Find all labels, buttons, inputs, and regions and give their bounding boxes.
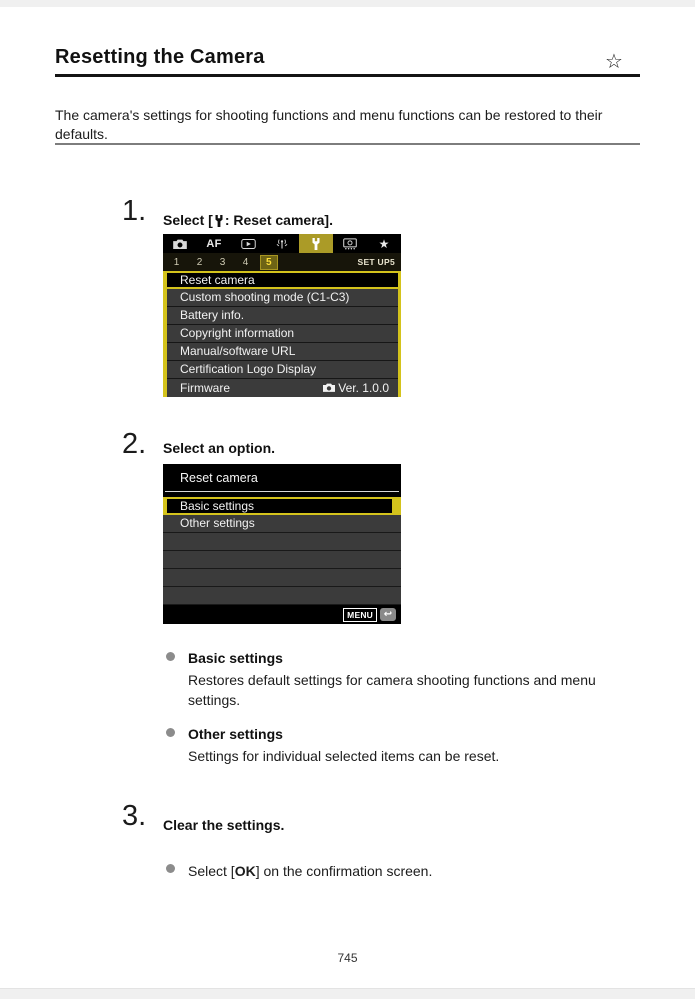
menu-item-battery-info: Battery info. (163, 307, 401, 325)
bullet-icon (166, 864, 175, 873)
shooting-tab-icon (163, 234, 197, 253)
selection-edge-bar-left (163, 271, 167, 397)
other-settings-title: Other settings (188, 726, 283, 742)
title-rule (55, 74, 640, 77)
ok-instruction: Select [OK] on the confirmation screen. (188, 863, 433, 879)
page-2: 2 (196, 256, 203, 268)
intro-rule (55, 143, 640, 145)
menu-item-custom-shooting-mode: Custom shooting mode (C1-C3) (163, 289, 401, 307)
step-1-number: 1. (122, 195, 147, 227)
other-settings-body: Settings for individual selected items can be reset. (188, 748, 500, 764)
page-title: Resetting the Camera (55, 46, 265, 68)
camera-menu-screenshot-reset (163, 464, 401, 624)
menu-item-copyright-information: Copyright information (163, 325, 401, 343)
star-outline-icon: ☆ (605, 51, 623, 73)
setup-wrench-icon (214, 214, 224, 230)
menu-button-label: MENU (343, 608, 377, 622)
custom-menu-tab-icon (333, 234, 367, 253)
page-1: 1 (173, 256, 180, 268)
option-other-settings: Other settings (163, 515, 401, 533)
camera-icon (323, 380, 335, 397)
empty-row (163, 569, 401, 587)
menu-page-bar (163, 253, 401, 271)
page-number: 745 (337, 951, 358, 965)
bottom-margin-strip (0, 988, 695, 999)
step-2-heading: Select an option. (163, 440, 276, 456)
top-margin-strip (0, 0, 695, 7)
screen-title: Reset camera (180, 471, 258, 485)
bullet-icon (166, 652, 175, 661)
empty-row (163, 551, 401, 569)
menu-tab-bar (163, 234, 401, 253)
menu-item-firmware: Firmware Ver. 1.0.0 (163, 379, 401, 397)
af-tab: AF (206, 237, 222, 250)
step-3-number: 3. (122, 800, 147, 832)
camera-menu-screenshot-setup (163, 234, 401, 397)
menu-item-manual-software-url: Manual/software URL (163, 343, 401, 361)
selection-edge-bar-right (398, 271, 401, 397)
ok-label: OK (234, 863, 256, 879)
playback-tab-icon (231, 234, 265, 253)
screen-bottom-bar (163, 605, 401, 624)
wireless-tab-icon (265, 234, 299, 253)
setup-menu-list (163, 271, 401, 397)
option-basic-settings: Basic settings (163, 497, 401, 515)
selection-stub-right (392, 497, 401, 515)
page-group-label: SET UP5 (357, 257, 395, 267)
empty-row (163, 533, 401, 551)
menu-item-certification-logo: Certification Logo Display (163, 361, 401, 379)
page-5-selected: 5 (260, 255, 278, 270)
setup-tab-icon-selected (299, 234, 333, 253)
empty-row (163, 587, 401, 605)
intro-text: The camera's settings for shooting functions and menu functions can be restored to their defaults. (55, 107, 603, 142)
basic-settings-body: Restores default settings for camera shooting functions and menu settings. (188, 672, 596, 708)
selection-stub-left (163, 497, 167, 515)
page-3: 3 (219, 256, 226, 268)
my-menu-tab: ★ (378, 236, 390, 251)
step-3-heading: Clear the settings. (163, 817, 285, 833)
back-arrow-icon: ↩ (380, 608, 396, 621)
screen-title-underline (165, 491, 399, 492)
firmware-version: Ver. 1.0.0 (322, 380, 389, 397)
page-4: 4 (242, 256, 249, 268)
step-2-number: 2. (122, 428, 147, 460)
menu-item-reset-camera: Reset camera (163, 271, 401, 289)
basic-settings-title: Basic settings (188, 650, 283, 666)
reset-options-list (163, 497, 401, 605)
bullet-icon (166, 728, 175, 737)
step-1-heading: Select [ : Reset camera]. (163, 212, 333, 228)
